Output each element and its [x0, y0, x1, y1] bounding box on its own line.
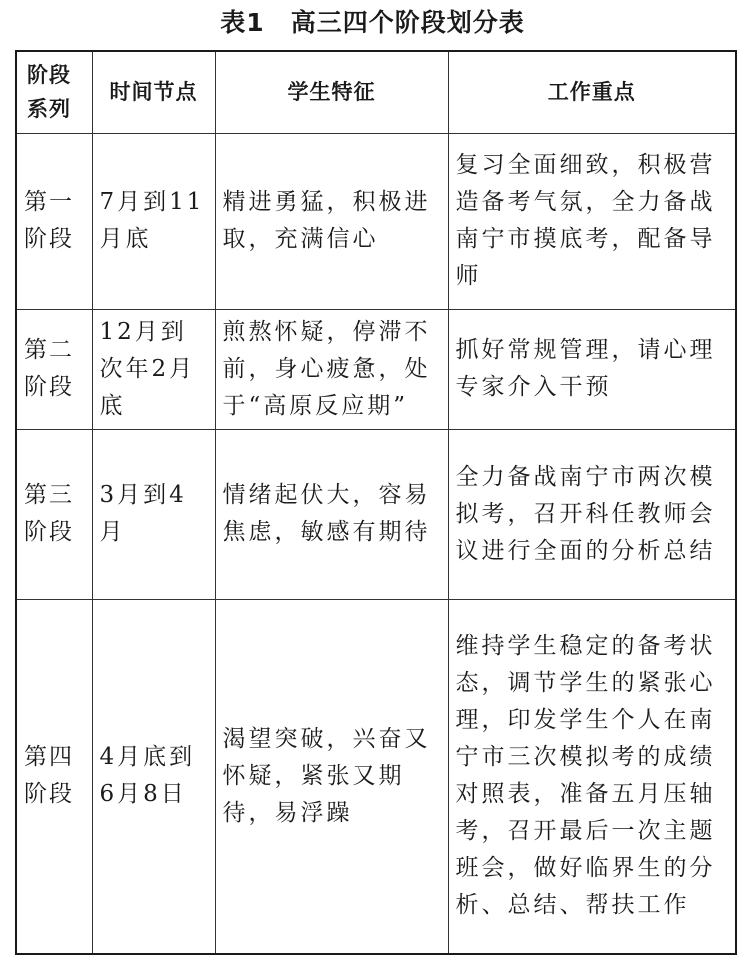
time-cell: 12月到次年2月底	[92, 309, 215, 429]
stage-table	[15, 50, 737, 955]
stage-cell: 第四阶段	[16, 599, 92, 954]
table-row	[16, 133, 736, 309]
focus-cell: 全力备战南宁市两次模拟考，召开科任教师会议进行全面的分析总结	[448, 429, 736, 599]
table-row	[16, 599, 736, 954]
table-row	[16, 429, 736, 599]
header-time: 时间节点	[92, 51, 215, 133]
header-row	[16, 51, 736, 133]
time-cell: 3月到4月	[92, 429, 215, 599]
focus-cell: 复习全面细致，积极营造备考气氛，全力备战南宁市摸底考，配备导师	[448, 133, 736, 309]
stage-cell: 第二阶段	[16, 309, 92, 429]
table-caption: 表1 高三四个阶段划分表	[220, 8, 525, 37]
focus-cell: 抓好常规管理，请心理专家介入干预	[448, 309, 736, 429]
focus-cell: 维持学生稳定的备考状态，调节学生的紧张心理，印发学生个人在南宁市三次模拟考的成绩对照表，准备五月压轴考，召开最后一次主题班会，做好临界生的分析、总结、帮扶工作	[448, 599, 736, 954]
header-stage: 阶段系列	[16, 51, 92, 133]
header-traits: 学生特征	[215, 51, 448, 133]
traits-cell: 精进勇猛，积极进取，充满信心	[215, 133, 448, 309]
traits-cell: 渴望突破，兴奋又怀疑，紧张又期待，易浮躁	[215, 599, 448, 954]
header-focus: 工作重点	[448, 51, 736, 133]
stage-cell: 第一阶段	[16, 133, 92, 309]
time-cell: 4月底到6月8日	[92, 599, 215, 954]
table-row	[16, 309, 736, 429]
time-cell: 7月到11月底	[92, 133, 215, 309]
traits-cell: 煎熬怀疑，停滞不前，身心疲惫，处于“高原反应期”	[215, 309, 448, 429]
traits-cell: 情绪起伏大，容易焦虑，敏感有期待	[215, 429, 448, 599]
stage-cell: 第三阶段	[16, 429, 92, 599]
